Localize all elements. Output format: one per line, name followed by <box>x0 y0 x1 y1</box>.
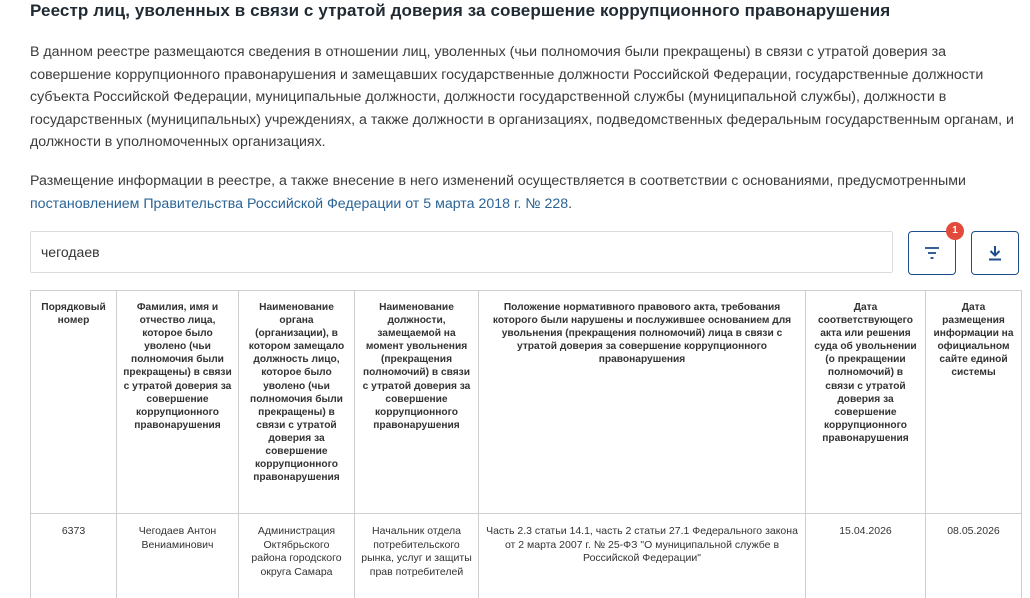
government-decree-link[interactable]: постановлением Правительства Российской Федерации от 5 марта 2018 г. № 228 <box>30 195 569 212</box>
header-name: Фамилия, имя и отчество лица, которое было уволено (чьи полномочия были прекращены) в связи с утратой доверия за совершение коррупционного правонарушения <box>117 291 239 514</box>
registry-basis-text <box>30 170 1015 215</box>
header-provision: Положение нормативного правового акта, требования которого были нарушены и послужившее основанием для увольнения (прекращения полномочий) лица в связи с утратой доверия за совершение коррупционного правонарушения <box>479 291 806 514</box>
header-act-date: Дата соответствующего акта или решения суда об увольнении (о прекращении полномочий) в связи с утратой доверия за совершение коррупционного правонарушения <box>806 291 926 514</box>
header-position: Наименование должности, замещаемой на момент увольнения (прекращения полномочий) в связи с утратой доверия за совершение коррупционного правонарушения <box>355 291 479 514</box>
table-row <box>31 514 1022 598</box>
header-organization: Наименование органа (организации), в котором замещало должность лицо, которое было уволено (чьи полномочия были прекращены) в связи с утратой доверия за совершение коррупционного правонарушения <box>239 291 355 514</box>
header-published-date: Дата размещения информации на официальном сайте единой системы <box>926 291 1022 514</box>
cell-provision: Часть 2.3 статьи 14.1, часть 2 статьи 27.1 Федерального закона от 2 марта 2007 г. № 25-ФЗ "О муниципальной службе в Российской Федерации" <box>479 514 806 598</box>
basis-end: . <box>568 195 573 212</box>
cell-position: Начальник отдела потребительского рынка, услуг и защиты прав потребителей <box>355 514 479 598</box>
header-number: Порядковый номер <box>31 291 117 514</box>
basis-text: Размещение информации в реестре, а также внесение в него изменений осуществляется в соответствии с основаниями, предусмотренными <box>30 173 966 189</box>
download-icon <box>988 245 1002 261</box>
cell-name: Чегодаев Антон Вениаминович <box>117 514 239 598</box>
cell-act-date: 15.04.2026 <box>806 514 926 598</box>
download-button[interactable] <box>971 231 1019 275</box>
search-input[interactable]: чегодаев <box>30 231 893 273</box>
cell-published-date: 08.05.2026 <box>926 514 1022 598</box>
table-header-row <box>31 291 1022 514</box>
cell-number: 6373 <box>31 514 117 598</box>
registry-description: В данном реестре размещаются сведения в отношении лиц, уволенных (чьи полномочия были прекращены) в связи с утратой доверия за совершение коррупционного правонарушения и замещавших государственные должности Российской Федерации, государственные должности субъекта Российской Федерации, муниципальные должности, должности государственной службы (муниципальной службы), должности в государственных (муниципальных) учреждениях, а также должности в организациях, подведомственных федеральным государственным органам, и должности в уполномоченных организациях. <box>30 44 1014 151</box>
filter-count-badge: 1 <box>946 222 964 240</box>
cell-organization: Администрация Октябрьского района городского округа Самара <box>239 514 355 598</box>
filter-icon <box>924 246 940 260</box>
registry-table <box>30 290 1022 598</box>
page-title: Реестр лиц, уволенных в связи с утратой доверия за совершение коррупционного правонарушения <box>30 1 891 20</box>
